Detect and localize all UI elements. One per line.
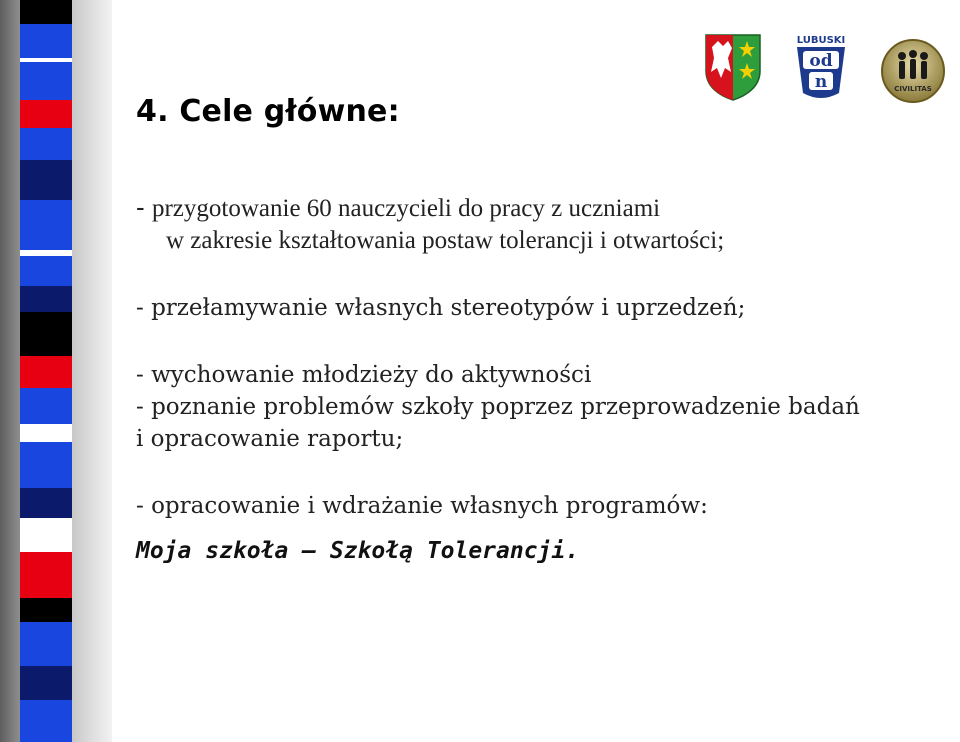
goal-1-line-2: w zakresie kształtowania postaw tolerancji i otwartości;	[166, 227, 725, 254]
program-name: Moja szkoła – Szkołą Tolerancji.	[136, 538, 580, 564]
goal-2: - przełamywanie własnych stereotypów i uprzedzeń;	[136, 295, 746, 321]
odn-text: od	[809, 51, 833, 71]
civilitas-people-logo-icon	[880, 38, 946, 104]
goal-1-text: przygotowanie 60 nauczycieli do pracy z uczniami	[151, 195, 661, 222]
section-title: 4. Cele główne:	[136, 94, 400, 129]
goal-4-line-2: i opracowanie raportu;	[136, 426, 404, 452]
goal-3: - wychowanie młodzieży do aktywności	[136, 362, 592, 388]
decorative-strip	[0, 0, 112, 742]
coat-of-arms-eagle-icon	[704, 33, 762, 101]
strip-blocks	[20, 0, 72, 742]
goal-4-line-1: - poznanie problemów szkoły poprzez przeprowadzenie badań	[136, 394, 860, 420]
civilitas-text: CIVILITAS	[894, 85, 932, 93]
goal-1-line-1	[136, 192, 660, 223]
goal-5: - opracowanie i wdrażanie własnych programów:	[136, 493, 708, 519]
lubuski-odn-logo-icon	[789, 33, 853, 103]
goal-1-dash: -	[136, 192, 145, 222]
lubuski-text: LUBUSKI	[796, 35, 846, 46]
odn-n-text: n	[814, 72, 828, 92]
